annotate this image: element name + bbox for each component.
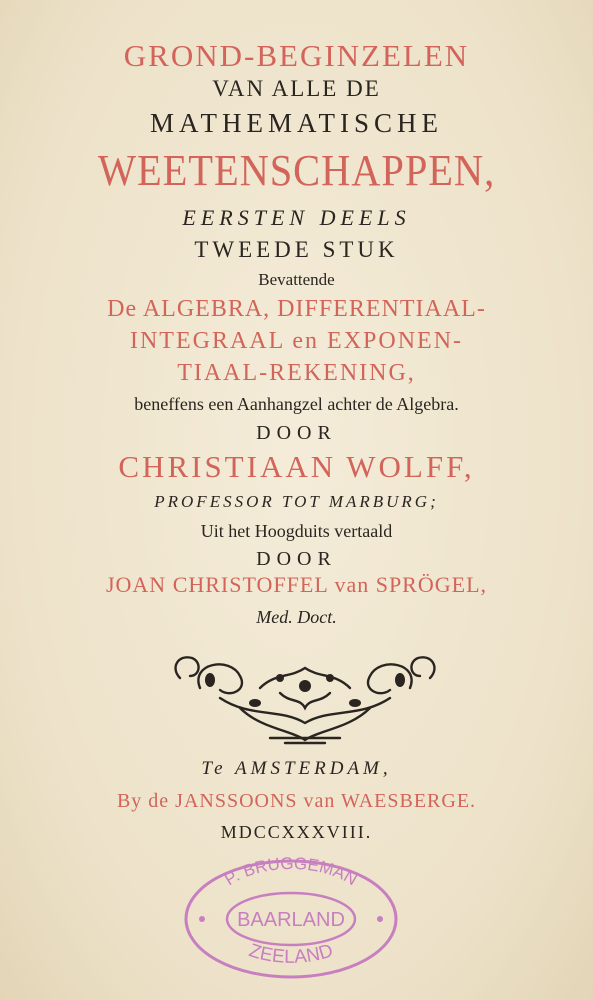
- title-line-3: MATHEMATISCHE: [149, 108, 443, 138]
- stamp-top-text: P. BRUGGEMAN: [221, 855, 361, 890]
- title-line-6: TWEEDE STUK: [194, 237, 399, 262]
- author-name: CHRISTIAAN WOLFF,: [118, 449, 475, 484]
- title-line-9: INTEGRAAL en EXPONEN-: [129, 328, 464, 354]
- translator-degree: Med. Doct.: [256, 607, 337, 627]
- stamp-middle-text: BAARLAND: [237, 909, 345, 931]
- door-line-2: DOOR: [256, 548, 337, 570]
- title-line-11: beneffens een Aanhangzel achter de Algebra.: [134, 394, 459, 414]
- stamp-bottom-text: ZEELAND: [246, 940, 336, 968]
- door-line-1: DOOR: [256, 422, 337, 444]
- floral-vignette-icon: [160, 648, 450, 748]
- title-line-7: Bevattende: [258, 270, 335, 289]
- title-line-10: TIAAL-REKENING,: [177, 360, 416, 386]
- translator-name: JOAN CHRISTOFFEL van SPRÖGEL,: [105, 572, 488, 597]
- title-line-2: VAN ALLE DE: [212, 76, 381, 101]
- title-line-1: GROND-BEGINZELEN: [123, 38, 470, 73]
- title-line-5: EERSTEN DEELS: [182, 205, 411, 230]
- title-line-8: De ALGEBRA, DIFFERENTIAAL-: [107, 296, 486, 322]
- author-title: PROFESSOR TOT MARBURG;: [154, 492, 439, 511]
- translation-note: Uit het Hoogduits vertaald: [200, 521, 393, 541]
- imprint-place: Te AMSTERDAM,: [201, 758, 392, 779]
- ownership-stamp: [180, 855, 402, 980]
- imprint-year: MDCCXXXVIII.: [220, 822, 373, 842]
- imprint-publisher: By de JANSSOONS van WAESBERGE.: [116, 790, 477, 812]
- title-line-4: WEETENSCHAPPEN,: [97, 146, 496, 195]
